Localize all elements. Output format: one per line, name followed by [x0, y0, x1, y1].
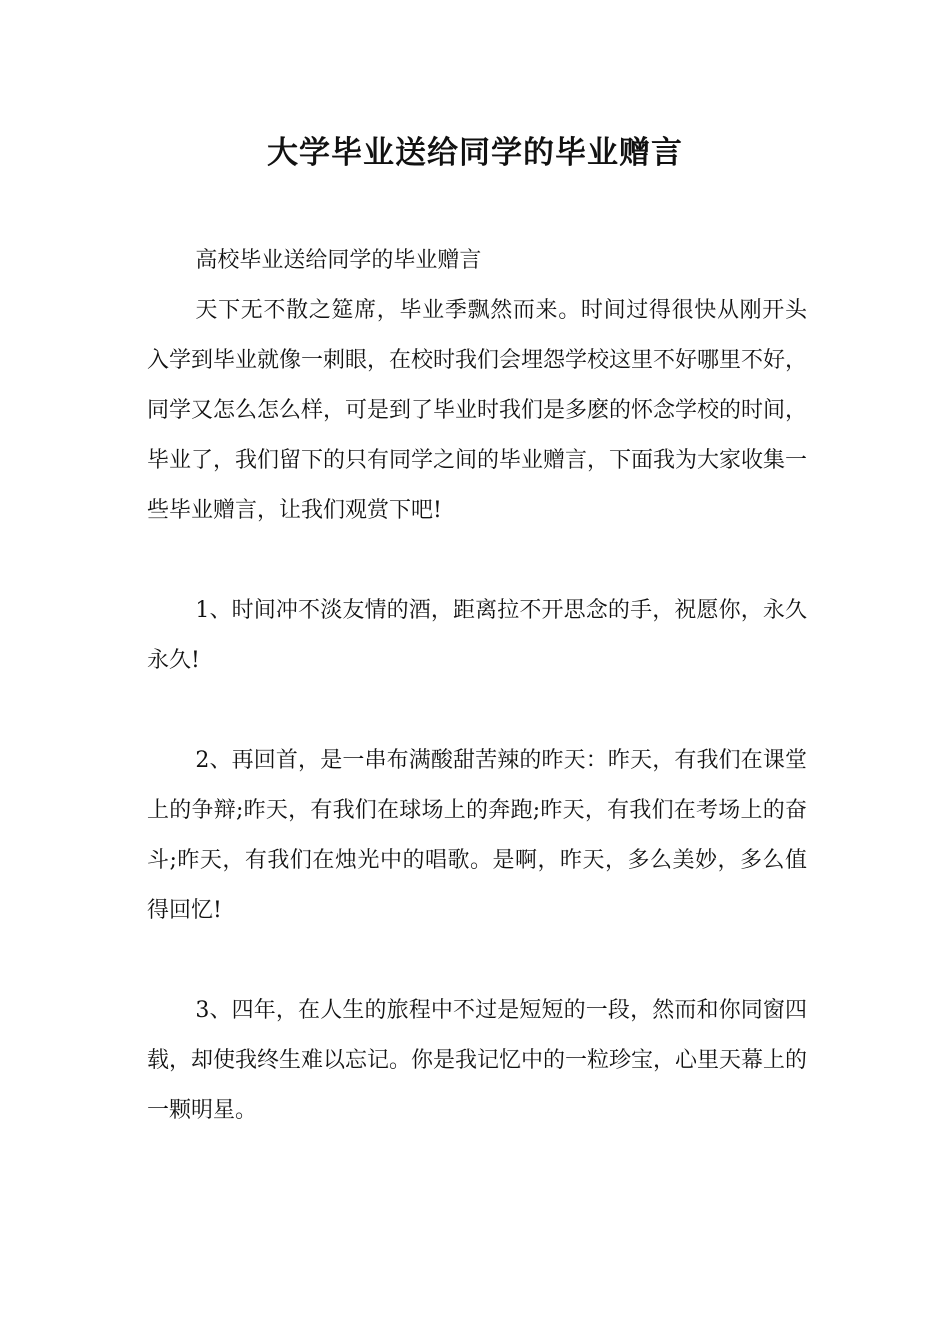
intro-paragraph: 天下无不散之筵席，毕业季飘然而来。时间过得很快从刚开头入学到毕业就像一刺眼，在校时我们会埋怨学校这里不好哪里不好，同学又怎么怎么样，可是到了毕业时我们是多麽的怀念学校的时间，毕业了，我们留下的只有同学之间的毕业赠言，下面我为大家收集一些毕业赠言，让我们观赏下吧! [147, 298, 808, 523]
message-paragraph-1: 1、时间冲不淡友情的酒，距离拉不开思念的手，祝愿你，永久永久! [147, 598, 807, 673]
message-paragraph-2: 2、再回首，是一串布满酸甜苦辣的昨天：昨天，有我们在课堂上的争辩;昨天，有我们在球场上的奔跑;昨天，有我们在考场上的奋斗;昨天，有我们在烛光中的唱歌。是啊，昨天，多么美妙，多么值得回忆! [147, 748, 807, 923]
document-body [147, 236, 807, 1136]
document-title: 大学毕业送给同学的毕业赠言 [267, 135, 683, 171]
subtitle-paragraph: 高校毕业送给同学的毕业赠言 [195, 248, 482, 273]
message-paragraph-3: 3、四年，在人生的旅程中不过是短短的一段，然而和你同窗四载，却使我终生难以忘记。你是我记忆中的一粒珍宝，心里天幕上的一颗明星。 [147, 998, 808, 1123]
